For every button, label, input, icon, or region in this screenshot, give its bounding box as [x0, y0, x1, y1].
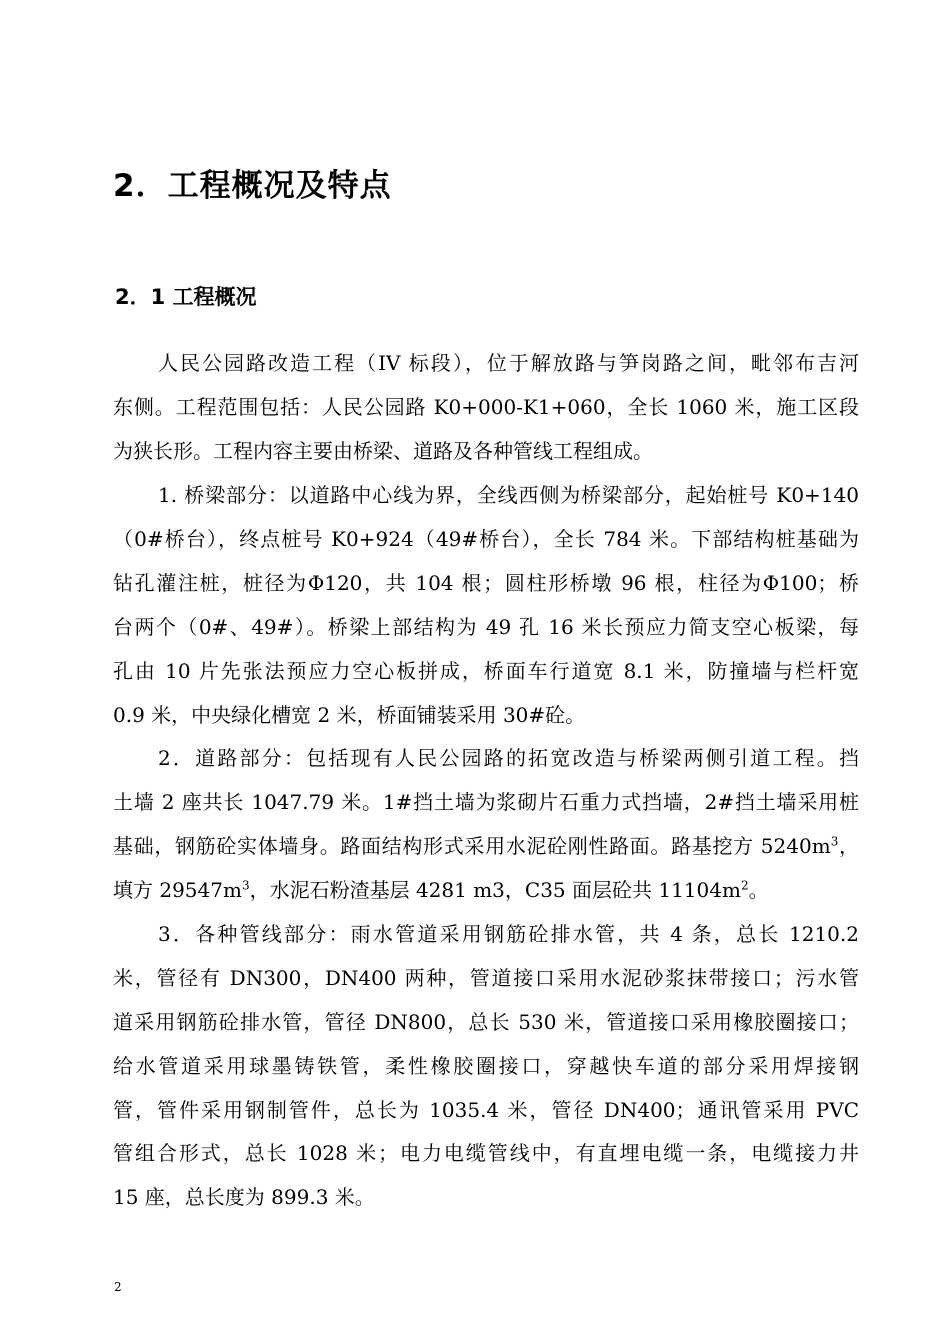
para1-line-3: 为狭长形。工程内容主要由桥梁、道路及各种管线工程组成。 — [113, 439, 653, 463]
para4-line-1: 3．各种管线部分：雨水管道采用钢筋砼排水管，共 4 条，总长 1210.2 — [158, 922, 859, 946]
para2-line-5: 孔由 10 片先张法预应力空心板拼成，桥面车行道宽 8.1 米，防撞墙与栏杆宽 — [113, 659, 859, 683]
para2-line-1: 1. 桥梁部分：以道路中心线为界，全线西侧为桥梁部分，起始桩号 K0+140 — [158, 483, 859, 507]
para3-line-4 — [113, 868, 859, 912]
para2-line-4: 台两个（0#、49#）。桥梁上部结构为 49 孔 16 米长预应力简支空心板梁，每 — [113, 615, 859, 639]
para3-line-4-text-b: ，水泥石粉渣基层 4281 m3，C35 面层砼共 11104m — [249, 878, 741, 902]
para3-line-4-text-a: 填方 29547m — [113, 878, 242, 902]
para4-line-6: 管组合形式，总长 1028 米；电力电缆管线中，有直埋电缆一条，电缆接力井 — [113, 1141, 859, 1165]
para1-line-2: 东侧。工程范围包括：人民公园路 K0+000-K1+060，全长 1060 米，施工区段 — [113, 395, 859, 419]
para4-line-2: 米，管径有 DN300，DN400 两种，管道接口采用水泥砂浆抹带接口；污水管 — [113, 966, 859, 990]
page-number: 2 — [114, 1280, 122, 1294]
section-heading: 2．工程概况及特点 — [113, 168, 392, 204]
subsection-heading: 2．1 工程概况 — [115, 285, 257, 309]
para4-line-3: 道采用钢筋砼排水管，管径 DN800，总长 530 米，管道接口采用橡胶圈接口； — [113, 1010, 859, 1034]
para4-line-4: 给水管道采用球墨铸铁管，柔性橡胶圈接口，穿越快车道的部分采用焊接钢 — [113, 1054, 859, 1078]
para3-line-1: 2．道路部分：包括现有人民公园路的拓宽改造与桥梁两侧引道工程。挡 — [158, 746, 859, 770]
para3-line-2: 土墙 2 座共长 1047.79 米。1#挡土墙为浆砌片石重力式挡墙，2#挡土墙采用桩 — [113, 790, 859, 814]
superscript: 3 — [241, 878, 250, 893]
para4-line-5: 管，管件采用钢制管件，总长为 1035.4 米，管径 DN400；通讯管采用 PVC — [113, 1098, 859, 1122]
superscript: 3 — [830, 834, 839, 849]
para3-line-3-text: 基础，钢筋砼实体墙身。路面结构形式采用水泥砼刚性路面。路基挖方 5240m — [113, 834, 831, 858]
para2-line-3: 钻孔灌注桩，桩径为Φ120，共 104 根；圆柱形桥墩 96 根，柱径为Φ100；桥 — [113, 571, 859, 595]
para1-line-1: 人民公园路改造工程（IV 标段），位于解放路与笋岗路之间，毗邻布吉河 — [158, 351, 859, 375]
para3-line-4-end: 。 — [748, 878, 769, 902]
para3-line-3 — [113, 824, 859, 868]
para2-line-2: （0#桥台），终点桩号 K0+924（49#桥台），全长 784 米。下部结构桩基础为 — [113, 527, 859, 551]
para4-line-7: 15 座，总长度为 899.3 米。 — [113, 1185, 375, 1209]
para3-line-3-end: ， — [838, 834, 859, 858]
superscript: 2 — [740, 878, 749, 893]
para2-line-6: 0.9 米，中央绿化槽宽 2 米，桥面铺装采用 30#砼。 — [113, 703, 586, 727]
